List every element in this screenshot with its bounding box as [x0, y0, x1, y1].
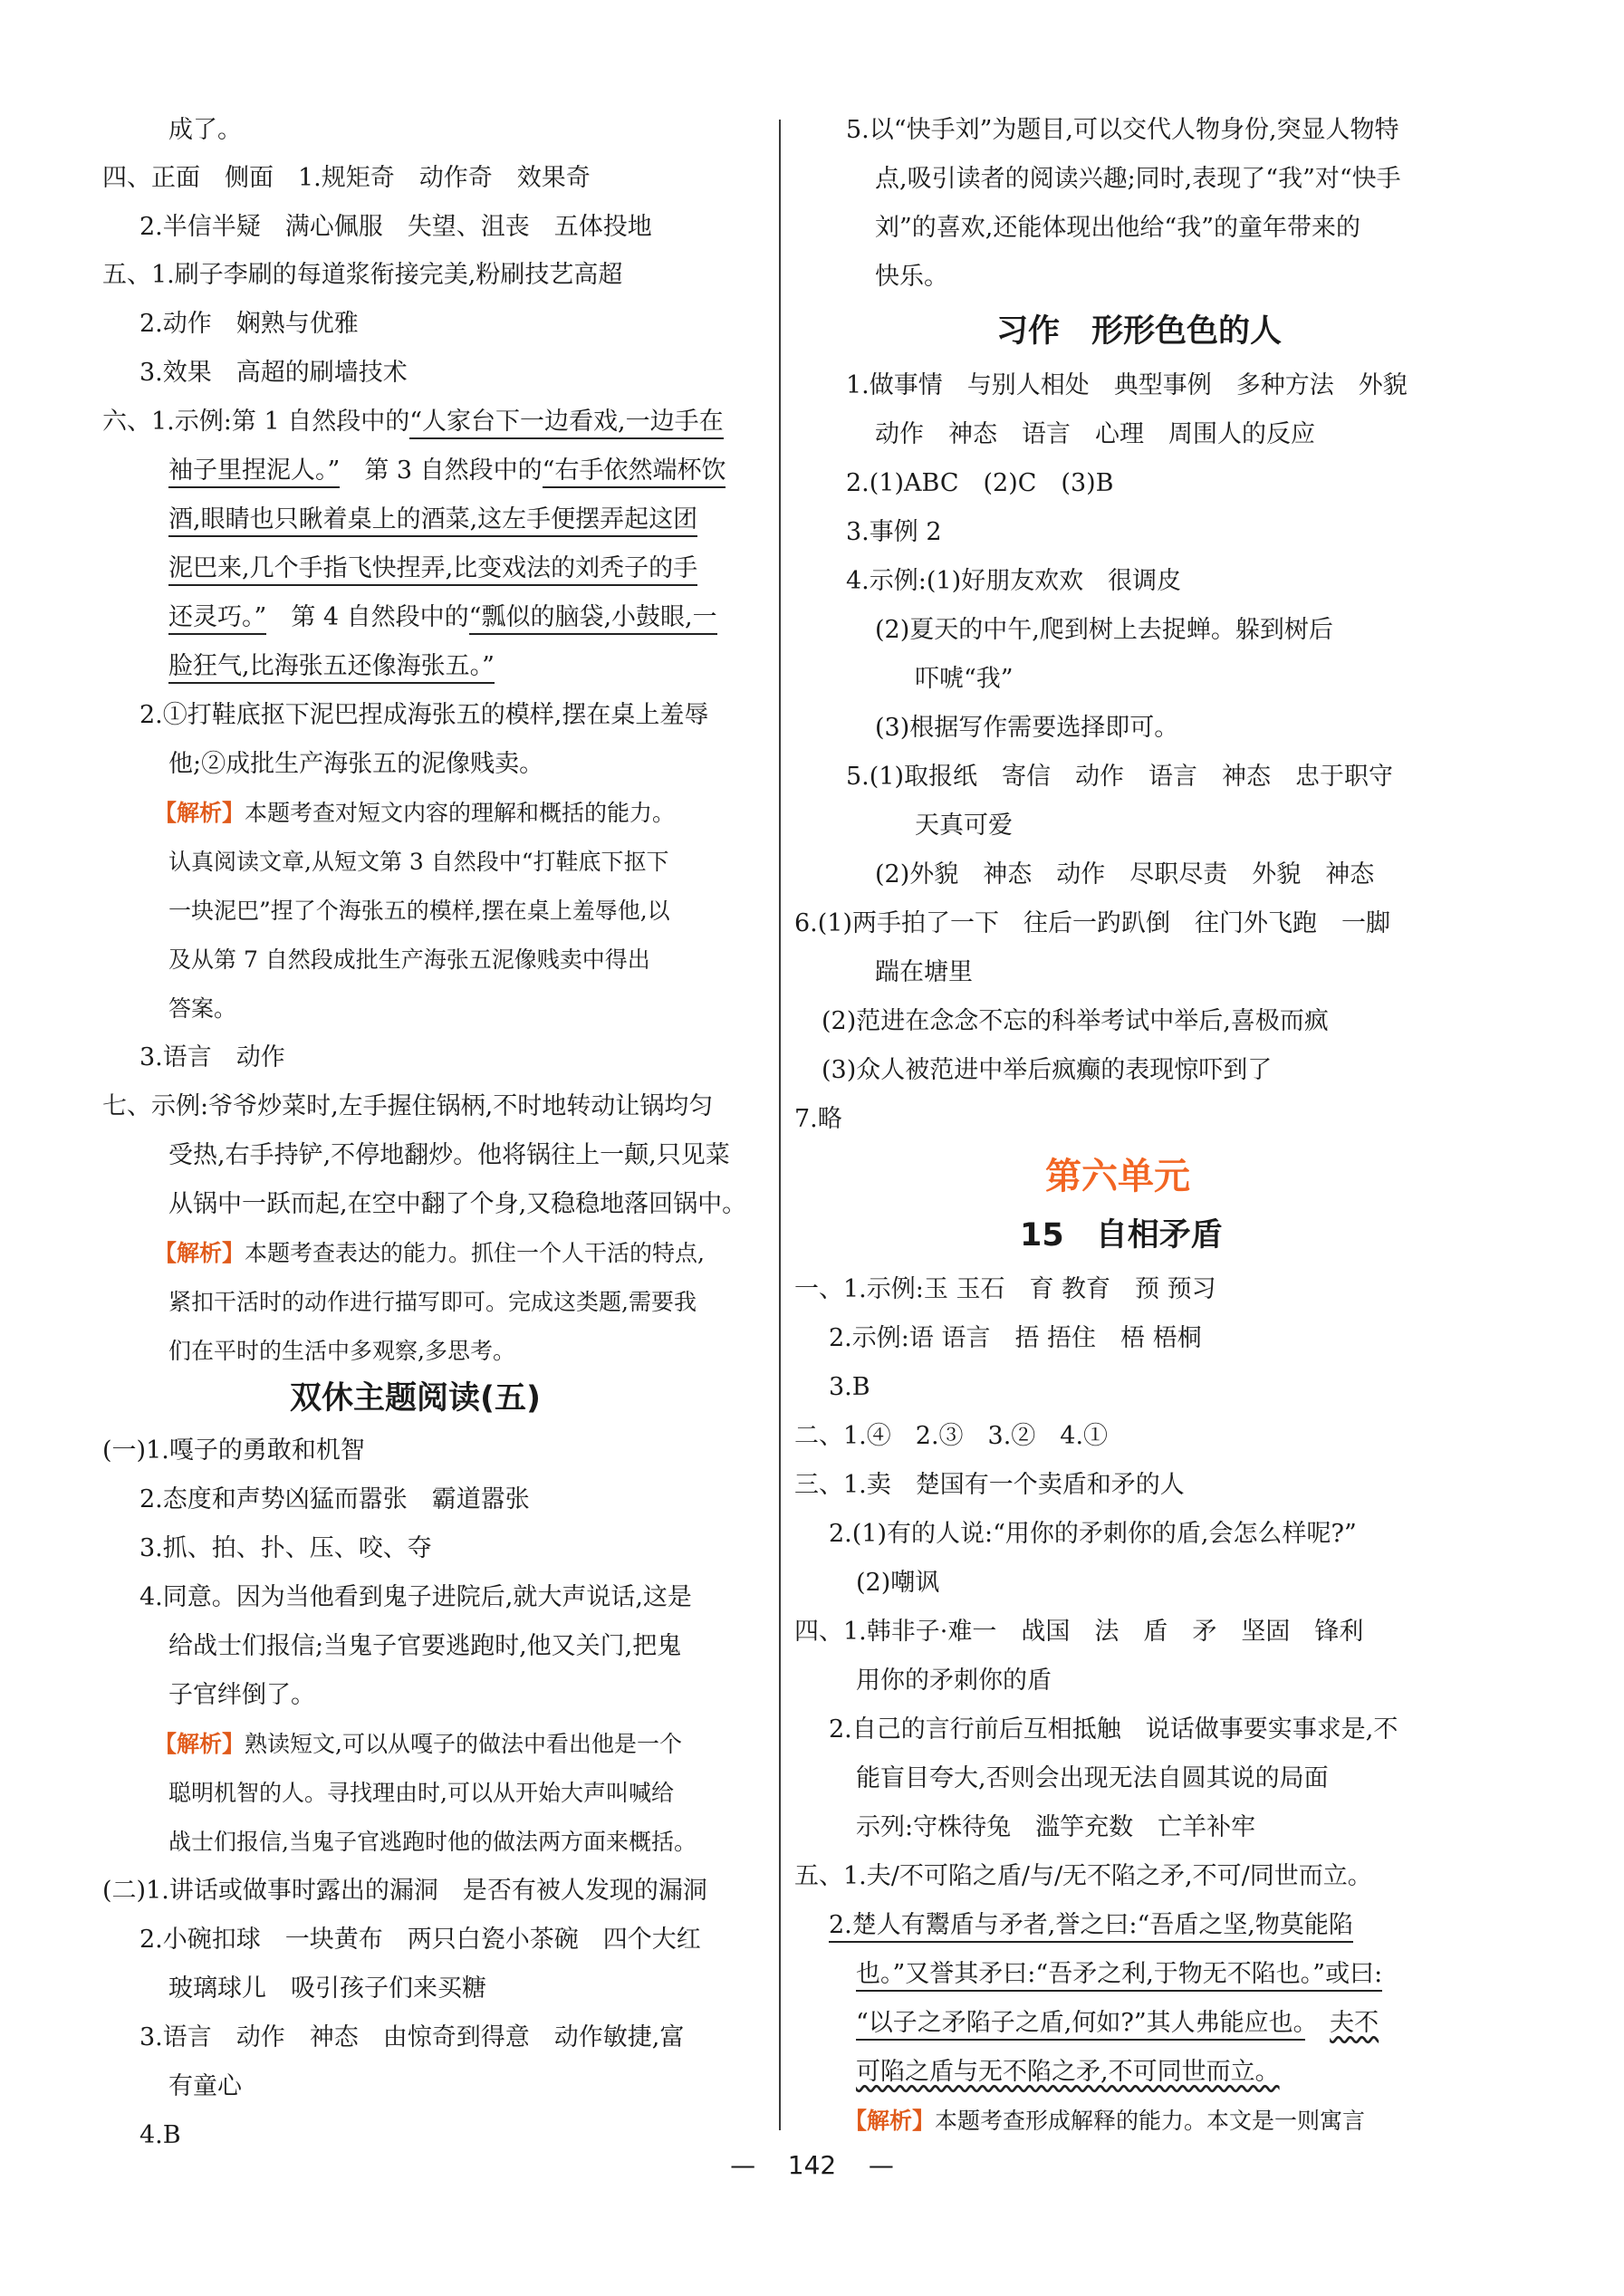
answer-text: 第 4 自然段中的: [291, 603, 469, 631]
underlined-quote: 2.楚人有鬻盾与矛者,誉之曰:“吾盾之坚,物莫能陷: [829, 1911, 1353, 1943]
underlined-quote: “右手依然端杯饮: [543, 456, 726, 488]
answer-line: 吓唬“我”: [915, 665, 1014, 693]
answer-line: 3.语言 动作: [139, 1043, 285, 1071]
answer-line: 6.(1)两手拍了一下 往后一趵趴倒 往门外飞跑 一脚: [794, 909, 1391, 937]
answer-line: 三、1.卖 楚国有一个卖盾和矛的人: [794, 1471, 1185, 1499]
answer-line: 快乐。: [875, 263, 948, 291]
analysis-line: [154, 1237, 705, 1270]
answer-text: 第 3 自然段中的: [364, 456, 543, 485]
answer-line: 子官绊倒了。: [168, 1681, 315, 1709]
answer-line: 2.半信半疑 满心佩服 失望、沮丧 五体投地: [139, 213, 652, 241]
analysis-line: 认真阅读文章,从短文第 3 自然段中“打鞋底下抠下: [168, 849, 669, 875]
answer-line: (2)夏天的中午,爬到树上去捉蝉。躲到树后: [875, 616, 1333, 644]
answer-line: 给战士们报信;当鬼子官要逃跑时,他又关门,把鬼: [168, 1632, 682, 1660]
answer-line: [102, 406, 724, 438]
wavy-underlined-text: 夫不: [1330, 2009, 1379, 2037]
analysis-text: 本题考查对短文内容的理解和概括的能力。: [245, 800, 676, 826]
answer-line: (2)外貌 神态 动作 尽职尽责 外貌 神态: [875, 860, 1375, 889]
answer-line: 3.效果 高超的刷墙技术: [139, 359, 408, 387]
answer-line: 1.做事情 与别人相处 典型事例 多种方法 外貌: [846, 371, 1408, 399]
underlined-quote: 还灵巧。”: [168, 603, 266, 635]
underlined-quote: 脸狂气,比海张五还像海张五。”: [168, 652, 495, 684]
answer-line: 4.同意。因为当他看到鬼子进院后,就大声说话,这是: [139, 1583, 692, 1611]
underlined-quote: “瓢似的脑袋,小鼓眼,一: [469, 603, 717, 635]
analysis-tag: 【解析】: [844, 2108, 936, 2134]
answer-line: [168, 601, 717, 634]
answer-line: (2)范进在念念不忘的科举考试中举后,喜极而疯: [822, 1007, 1329, 1035]
wavy-underlined-text: 可陷之盾与无不陷之矛,不可同世而立。: [856, 2058, 1280, 2086]
page-number-value: 142: [787, 2150, 837, 2180]
answer-line: 用你的矛刺你的盾: [856, 1667, 1052, 1695]
answer-line: [856, 2007, 1379, 2040]
analysis-tag: 【解析】: [154, 800, 245, 826]
answer-line: 他;②成批生产海张五的泥像贱卖。: [168, 750, 544, 778]
answer-line: 五、1.刷子李刷的每道浆衔接完美,粉刷技艺高超: [102, 261, 623, 289]
lesson-heading: 15 自相矛盾: [1020, 1217, 1223, 1254]
answer-line: 2.(1)有的人说:“用你的矛刺你的盾,会怎么样呢?”: [829, 1520, 1357, 1548]
answer-line: [168, 552, 697, 585]
answer-line: 玻璃球儿 吸引孩子们来买糖: [168, 1974, 486, 2003]
analysis-line: [844, 2105, 1365, 2137]
analysis-line: [154, 1728, 682, 1761]
analysis-line: 及从第 7 自然段成批生产海张五泥像贱卖中得出: [168, 946, 650, 973]
answer-line: [856, 1958, 1382, 1991]
answer-line: 七、示例:爷爷炒菜时,左手握住锅柄,不时地转动让锅均匀: [102, 1092, 714, 1120]
analysis-text: 本题考查形成解释的能力。本文是一则寓言: [935, 2108, 1366, 2134]
answer-line: [168, 650, 495, 683]
answer-line: 示列:守株待兔 滥竽充数 亡羊补牢: [856, 1813, 1256, 1841]
underlined-quote: 酒,眼睛也只瞅着桌上的酒菜,这左手便摆弄起这团: [168, 505, 697, 537]
underlined-quote: 袖子里捏泥人。”: [168, 456, 340, 488]
answer-line: [168, 455, 726, 487]
answer-line: (一)1.嘎子的勇敢和机智: [102, 1436, 365, 1465]
answer-line: 点,吸引读者的阅读兴趣;同时,表现了“我”对“快手: [875, 165, 1401, 193]
unit-title: 第六单元: [1045, 1156, 1190, 1197]
answer-line: 2.小碗扣球 一块黄布 两只白瓷小茶碗 四个大红: [139, 1926, 701, 1954]
answer-line: 2.示例:语 语言 捂 捂住 梧 梧桐: [829, 1324, 1202, 1352]
answer-line: 5.以“快手刘”为题目,可以交代人物身份,突显人物特: [846, 116, 1399, 144]
answer-line: 3.事例 2: [846, 518, 942, 546]
answer-line: [856, 2056, 1280, 2089]
answer-line: 四、1.韩非子·难一 战国 法 盾 矛 坚固 锋利: [794, 1618, 1364, 1646]
answer-line: 2.(1)ABC (2)C (3)B: [846, 469, 1114, 497]
answer-line: 4.示例:(1)好朋友欢欢 很调皮: [846, 567, 1182, 595]
answer-line: 3.抓、拍、扑、压、咬、夺: [139, 1534, 432, 1562]
underlined-quote: “以子之矛陷子之盾,何如?”其人弗能应也。: [856, 2009, 1305, 2041]
answer-line: 2.①打鞋底抠下泥巴捏成海张五的模样,摆在桌上羞辱: [139, 701, 709, 729]
underlined-quote: “人家台下一边看戏,一边手在: [409, 408, 723, 439]
answer-line: 一、1.示例:玉 玉石 育 教育 预 预习: [794, 1275, 1216, 1303]
column-divider: [779, 120, 781, 2130]
section-heading: 双休主题阅读(五): [290, 1380, 541, 1417]
answer-line: 3.语言 动作 神态 由惊奇到得意 动作敏捷,富: [139, 2023, 685, 2051]
answer-line: 2.自己的言行前后互相抵触 说话做事要实事求是,不: [829, 1715, 1398, 1744]
analysis-tag: 【解析】: [154, 1240, 245, 1266]
answer-line: 五、1.夫/不可陷之盾/与/无不陷之矛,不可/同世而立。: [794, 1862, 1372, 1890]
page-number-dash: —: [730, 2150, 756, 2180]
analysis-text: 本题考查表达的能力。抓住一个人干活的特点,: [245, 1240, 705, 1266]
page-number-dash: —: [868, 2150, 894, 2180]
answer-line: (3)众人被范进中举后疯癫的表现惊吓到了: [822, 1056, 1273, 1084]
answer-line: 从锅中一跃而起,在空中翻了个身,又稳稳地落回锅中。: [168, 1190, 747, 1218]
answer-line: 刘”的喜欢,还能体现出他给“我”的童年带来的: [875, 214, 1360, 242]
page-number: [0, 2150, 1624, 2180]
answer-line: 动作 神态 语言 心理 周围人的反应: [875, 420, 1315, 448]
analysis-line: 们在平时的生活中多观察,多思考。: [168, 1338, 515, 1364]
answer-line: (二)1.讲话或做事时露出的漏洞 是否有被人发现的漏洞: [102, 1877, 707, 1905]
answer-line: 3.B: [829, 1373, 870, 1401]
underlined-quote: 泥巴来,几个手指飞快捏弄,比变戏法的刘秃子的手: [168, 554, 697, 586]
analysis-tag: 【解析】: [154, 1731, 245, 1757]
analysis-text: 熟读短文,可以从嘎子的做法中看出他是一个: [245, 1731, 682, 1757]
answer-line: 2.动作 娴熟与优雅: [139, 310, 359, 338]
answer-line: 踹在塘里: [875, 958, 973, 986]
answer-line: 受热,右手持铲,不停地翻炒。他将锅往上一颠,只见菜: [168, 1141, 730, 1169]
answer-line: [829, 1909, 1353, 1942]
analysis-line: 紧扣干活时的动作进行描写即可。完成这类题,需要我: [168, 1289, 697, 1315]
answer-line: 4.B: [139, 2121, 181, 2149]
answer-line: 能盲目夸大,否则会出现无法自圆其说的局面: [856, 1764, 1329, 1792]
analysis-line: 战士们报信,当鬼子官逃跑时他的做法两方面来概括。: [168, 1829, 697, 1855]
underlined-quote: 也。”又誉其矛曰:“吾矛之利,于物无不陷也。”或曰:: [856, 1960, 1382, 1992]
answer-line: [168, 504, 697, 536]
answer-line: (3)根据写作需要选择即可。: [875, 714, 1179, 742]
answer-line: 成了。: [168, 116, 242, 144]
answer-line: 四、正面 侧面 1.规矩奇 动作奇 效果奇: [102, 164, 591, 192]
answer-line: 二、1.④ 2.③ 3.② 4.①: [794, 1422, 1109, 1450]
answer-text: 六、1.示例:第 1 自然段中的: [102, 408, 410, 436]
analysis-line: 聪明机智的人。寻找理由时,可以从开始大声叫喊给: [168, 1780, 674, 1806]
answer-line: 5.(1)取报纸 寄信 动作 语言 神态 忠于职守: [846, 763, 1394, 791]
analysis-line: 答案。: [168, 995, 237, 1022]
analysis-line: 一块泥巴”捏了个海张五的模样,摆在桌上羞辱他,以: [168, 898, 670, 924]
answer-line: 7.略: [794, 1105, 842, 1133]
answer-line: (2)嘲讽: [856, 1569, 940, 1597]
analysis-line: [154, 797, 675, 830]
answer-line: 2.态度和声势凶猛而嚣张 霸道嚣张: [139, 1485, 530, 1513]
answer-line: 有童心: [168, 2072, 242, 2100]
section-heading: 习作 形形色色的人: [996, 313, 1283, 350]
answer-line: 天真可爱: [915, 812, 1013, 840]
